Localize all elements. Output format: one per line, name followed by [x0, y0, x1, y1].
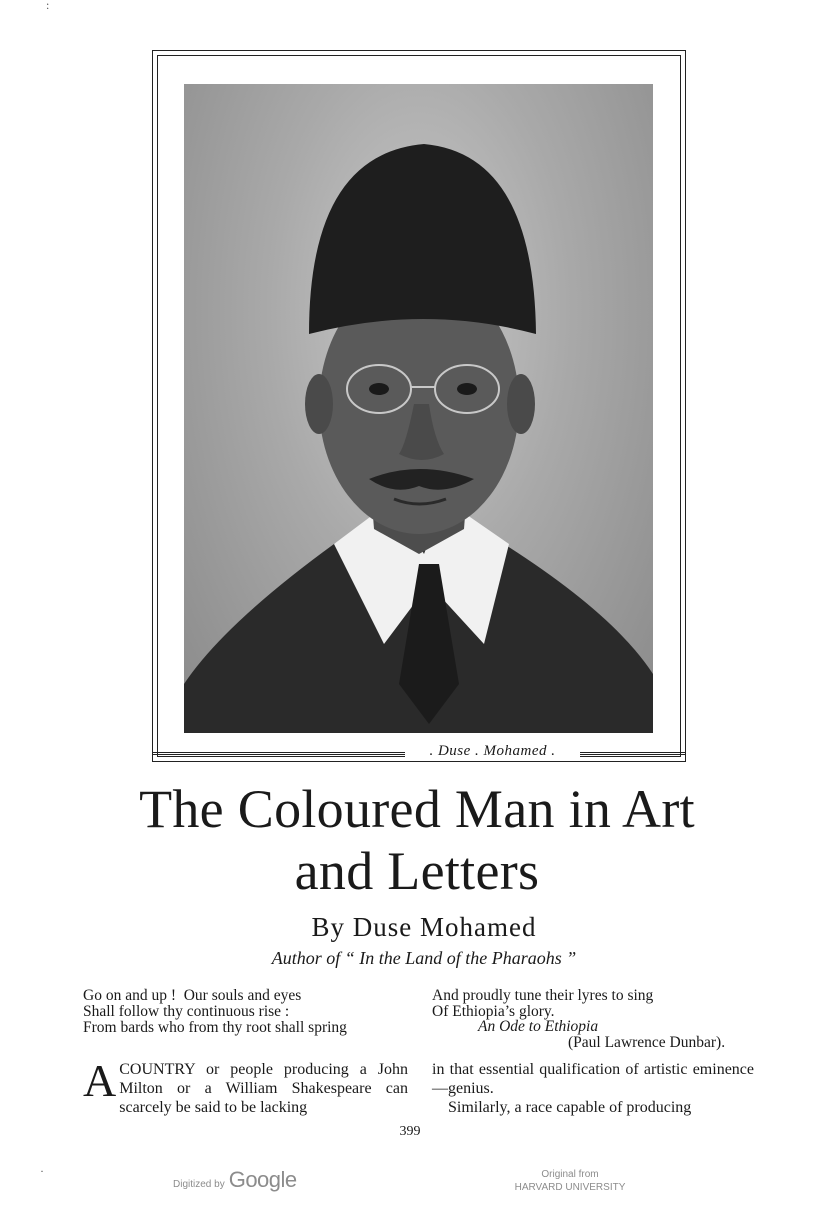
ear-shape: [305, 374, 333, 434]
institution-label: HARVARD UNIVERSITY: [514, 1182, 626, 1193]
poem-left-column: [83, 988, 347, 1036]
fez-shape: [309, 144, 536, 334]
ear-shape: [507, 374, 535, 434]
original-from-watermark: [500, 1168, 640, 1194]
eye-shape: [457, 383, 477, 395]
body-left-column: [83, 1055, 408, 1117]
poem-right-column: [432, 988, 653, 1020]
page-number: 399: [399, 1124, 421, 1139]
byline: By Duse Mohamed: [311, 912, 537, 942]
poem-line: From bards who from thy root shall spring: [83, 1019, 347, 1036]
eye-shape: [369, 383, 389, 395]
margin-mark: ·: [40, 1164, 44, 1178]
poem-line: Go on and up ! Our souls and eyes: [83, 987, 302, 1004]
digitized-by-watermark: [173, 1167, 297, 1193]
portrait-illustration: [184, 84, 653, 733]
body-paragraph: in that essential qualification of artistic eminence—genius.: [432, 1061, 754, 1097]
author-credit: Author of “ In the Land of the Pharaohs ”: [271, 948, 577, 968]
portrait-photo: [184, 84, 653, 733]
body-paragraph: COUNTRY or people producing a John Milton or a William Shakespeare can scarcely be said to be lacking: [119, 1061, 408, 1116]
body-right-column: [432, 1060, 754, 1117]
poem-line: And proudly tune their lyres to sing: [432, 987, 654, 1004]
photo-caption: . Duse . Mohamed .: [405, 743, 580, 760]
article-title: [40, 778, 794, 902]
poem-line: Of Ethiopia’s glory.: [432, 1003, 555, 1020]
digitized-by-label: Digitized by: [173, 1179, 225, 1190]
article-title-line: and Letters: [294, 841, 540, 901]
body-paragraph: Similarly, a race capable of producing: [448, 1099, 692, 1116]
caption-rule-left: [152, 752, 405, 755]
poem-line: Shall follow thy continuous rise :: [83, 1003, 290, 1020]
article-title-line: The Coloured Man in Art: [139, 779, 695, 839]
original-from-label: Original from: [541, 1169, 599, 1180]
poem-attribution: (Paul Lawrence Dunbar).: [568, 1034, 726, 1051]
drop-cap: A: [83, 1055, 117, 1106]
google-logo: Google: [228, 1167, 297, 1192]
margin-mark: :: [46, 0, 50, 12]
poem-source: An Ode to Ethiopia: [478, 1018, 599, 1035]
caption-rule-right: [580, 752, 686, 755]
